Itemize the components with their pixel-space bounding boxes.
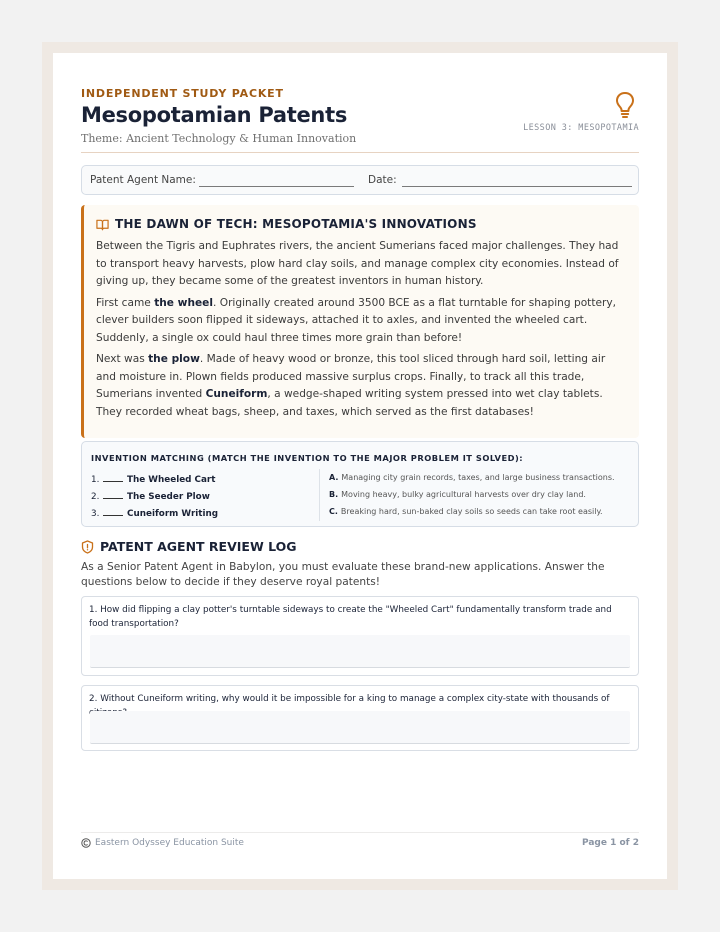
reading-title: THE DAWN OF TECH: MESOPOTAMIA'S INNOVATIONS	[115, 217, 477, 231]
invention-item: 2. The Seeder Plow	[91, 492, 210, 502]
matching-divider	[319, 469, 320, 521]
answer-blank[interactable]	[103, 507, 123, 516]
answer-blank[interactable]	[103, 490, 123, 499]
question-text: 2. Without Cuneiform writing, why would it be impossible for a king to manage a complex city-state with thousands of	[89, 694, 610, 704]
invention-matching	[81, 441, 639, 527]
reading-passage	[81, 205, 639, 438]
worksheet-page	[53, 53, 667, 879]
matching-title: INVENTION MATCHING (MATCH THE INVENTION TO THE MAJOR PROBLEM IT SOLVED):	[91, 453, 524, 463]
question-box	[81, 685, 639, 751]
review-header	[81, 539, 297, 554]
book-open-icon	[96, 218, 109, 231]
review-title: PATENT AGENT REVIEW LOG	[100, 539, 297, 554]
footer-divider	[81, 832, 639, 833]
invention-item: 1. The Wheeled Cart	[91, 475, 216, 485]
reading-header	[96, 215, 625, 233]
date-label: Date:	[368, 174, 397, 186]
page-subtitle: Theme: Ancient Technology & Human Innovation	[81, 132, 357, 145]
invention-item: 3. Cuneiform Writing	[91, 509, 219, 519]
date-field[interactable]	[402, 186, 632, 187]
agent-name-field[interactable]	[199, 186, 354, 187]
term-cuneiform: Cuneiform	[205, 388, 268, 400]
problem-item: A. Managing city grain records, taxes, and large business transactions.	[329, 473, 615, 482]
agent-name-label: Patent Agent Name:	[90, 174, 196, 186]
question-box	[81, 596, 639, 676]
reading-paragraph-3: Next was the plow. Made of heavy wood or bronze, this tool sliced through hard soil, letting air and moisture in. Plown fields produced massive surplus crops. Finally, to track all this trade, Sumerians invented Cuneiform, a wedge-shaped writing system pressed into wet clay tablets. They recorded wheat bags, sheep, and taxes, which served as the first databases!	[96, 353, 606, 418]
footer-left-text: Eastern Odyssey Education Suite	[95, 838, 244, 848]
copyright-icon	[81, 838, 91, 848]
reading-paragraph-2: First came the wheel. Originally created around 3500 BCE as a flat turntable for shaping pottery, clever builders soon flipped it sideways, attached it to axles, and invented the wheeled cart. Suddenly, a single ox could haul three times more grain than before!	[96, 296, 617, 344]
review-intro: As a Senior Patent Agent in Babylon, you must evaluate these brand-new applications. Answer the questions below to decide if they deserve royal patents!	[81, 561, 605, 588]
lesson-label: LESSON 3: MESOPOTAMIA	[523, 123, 639, 133]
footer-brand	[81, 838, 244, 848]
lightbulb-icon	[615, 91, 635, 119]
shield-icon	[81, 540, 94, 554]
term-plow: the plow	[148, 353, 200, 365]
agent-info-box	[81, 165, 639, 195]
problem-item: C. Breaking hard, sun-baked clay soils so seeds can take root easily.	[329, 507, 603, 516]
answer-blank[interactable]	[103, 473, 123, 482]
answer-area[interactable]	[90, 635, 630, 668]
answer-area[interactable]	[90, 711, 630, 744]
header-divider	[81, 152, 639, 153]
term-wheel: the wheel	[154, 296, 213, 309]
packet-kicker: INDEPENDENT STUDY PACKET	[81, 87, 284, 100]
reading-paragraph-1: Between the Tigris and Euphrates rivers, the ancient Sumerians faced major challenges. They had to transport heavy harvests, plow hard clay soils, and manage complex city economies. Instead of giving up, they became some of the greatest inventors in human history.	[96, 240, 619, 287]
page-number: Page 1 of 2	[582, 838, 639, 848]
page-title: Mesopotamian Patents	[81, 103, 348, 127]
question-text: 1. How did flipping a clay potter's turntable sideways to create the "Wheeled Cart" fundamentally transform trade and food transportation?	[89, 605, 612, 629]
problem-item: B. Moving heavy, bulky agricultural harvests over dry clay land.	[329, 490, 586, 499]
